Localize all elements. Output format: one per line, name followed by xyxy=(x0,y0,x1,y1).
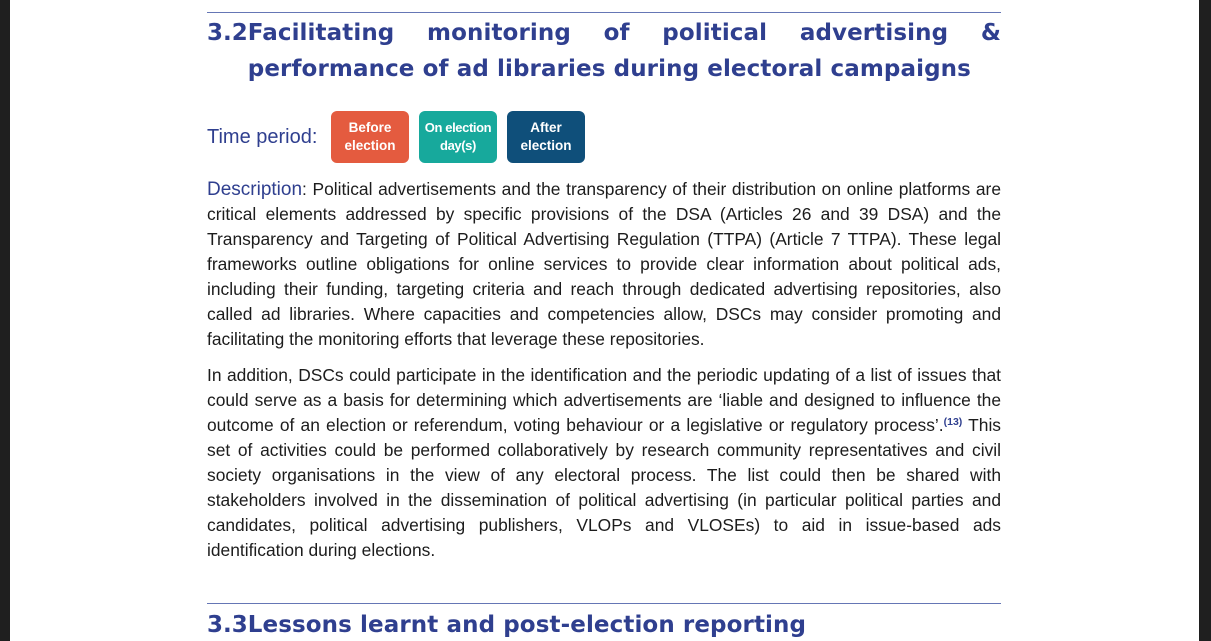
footnote-reference-13[interactable]: (13) xyxy=(943,416,963,428)
section-divider xyxy=(207,603,1001,604)
paragraph-text-before: In addition, DSCs could participate in the identification and the periodic updating of a list of issues that could serve as a basis for determining which advertisements are ‘liable and designed to influence the outcome of an election or referendum, voting behaviour or a legislative or regulatory process’. xyxy=(207,365,1001,435)
time-period-label: Time period: xyxy=(207,125,318,148)
section-number: 3.3 xyxy=(207,612,248,638)
badge-after-election: After election xyxy=(507,111,585,163)
description-text: : Political advertisements and the transparency of their distribution on online platforms are critical elements addressed by specific provisions of the DSA (Articles 26 and 39 DSA) and the Transparency and Targeting of Political Advertising Regulation (TTPA) (Article 7 TTPA). These legal frameworks outline obligations for online services to provide clear information about political ads, including their funding, targeting criteria and reach through dedicated advertising repositories, also called ad libraries. Where capacities and competencies allow, DSCs may consider promoting and facilitating the monitoring efforts that leverage these repositories. xyxy=(207,179,1001,349)
section-divider xyxy=(207,12,1001,13)
section-title: Facilitating monitoring of political advertising & performance of ad libraries during electoral campaigns xyxy=(247,20,1001,82)
section-number: 3.2 xyxy=(207,20,248,46)
description-label: Description xyxy=(207,179,303,200)
section-heading-3-3 xyxy=(207,607,1001,641)
time-period-row xyxy=(207,111,595,163)
badge-before-election: Before election xyxy=(331,111,409,163)
additional-paragraph xyxy=(207,363,1001,563)
description-paragraph xyxy=(207,177,1001,352)
section-heading-3-2 xyxy=(207,15,1001,87)
document-page xyxy=(10,0,1199,641)
paragraph-text-after: This set of activities could be performed collaboratively by research community representatives and civil society organisations in the view of any electoral process. The list could then be shared with stakeholders involved in the dissemination of political advertising (in particular political parties and candidates, political advertising publishers, VLOPs and VLOSEs) to aid in issue-based ads identification during elections. xyxy=(207,415,1002,560)
section-title: Lessons learnt and post-election reporting xyxy=(247,612,807,638)
badge-on-election-day: On election day(s) xyxy=(419,111,497,163)
